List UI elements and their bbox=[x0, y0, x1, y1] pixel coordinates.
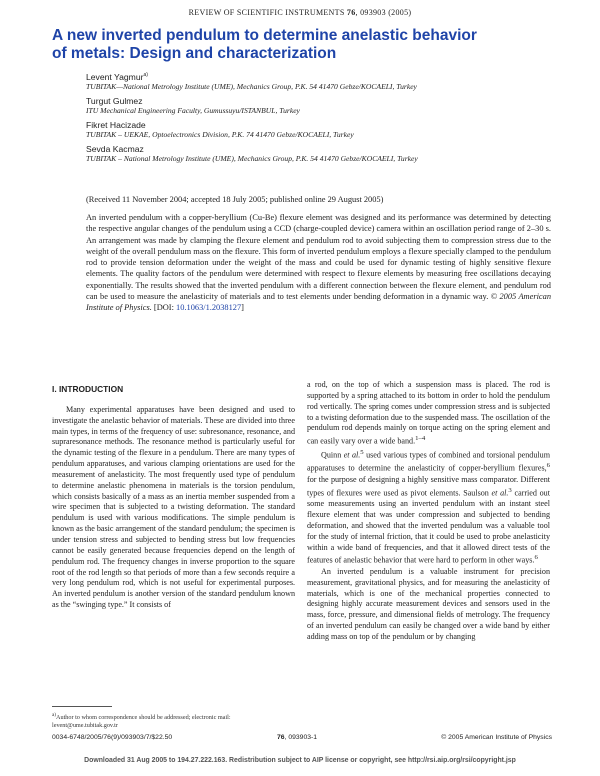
journal-volume: 76 bbox=[346, 8, 356, 17]
author-footnote-mark: a) bbox=[143, 72, 148, 78]
intro-paragraph-cont bbox=[307, 380, 550, 448]
footnote-divider bbox=[52, 706, 112, 707]
intro-paragraph-1: Many experimental apparatuses have been designed and used to investigate the anelastic behavior of materials. These are divided into three main types, in terms of the frequency of use: subresonance, resonance, and supraresonance methods. The resonance method is particularly useful for the dynamic testing of the flexure in a pendulum. There are many types of pendulum apparatuses, and various clamping orientations are used for the measurement of anelasticity. The most frequently used type of pendulum to determine anelastic phenomena in materials is the torsion pendulum, which consists basically of a mass as an inertia member suspended from a wire specimen that is subjected to a twisting deformation. The standard pendulum is used with various modifications. The simple pendulum is known as the basic arrangement of the standard pendulum; the specimen is under tension stress and subjected to bending stress but low frequencies cannot be easily generated because frequencies depend on the length of pendulum rod. The frequency changes in inverse proportion to the square root of the rod length so that periods of more than a few seconds require a very long pendulum rod, which is not useful for experimental purposes. An inverted pendulum is another version of the standard pendulum known as the “swinging type.” It consists of bbox=[52, 404, 295, 610]
author-name: Sevda Kacmaz bbox=[86, 143, 144, 154]
author-name: Turgut Gulmez bbox=[86, 95, 143, 106]
author-name: Fikret Hacizade bbox=[86, 119, 146, 130]
footnote bbox=[52, 711, 295, 730]
footnote-text: Author to whom correspondence should be addressed; electronic mail: levent@ume.tubitak.gov.tr bbox=[52, 714, 231, 730]
journal-issue: , 093903 (2005) bbox=[355, 8, 412, 17]
author-block-1 bbox=[86, 70, 546, 92]
citation-ref[interactable]: 6 bbox=[546, 462, 550, 470]
paragraph-text: used various types of combined and torsional pendulum apparatuses to determine the anelasticity of copper-beryllium flexures, bbox=[307, 450, 550, 473]
paragraph-text: a rod, on the top of which a suspension mass is placed. The rod is supported by a spring attached to its bottom in order to hold the pendulum rod vertically. The spring comes under compression stress and is subjected to a twisting deformation due to the suspended mass. The oscillation of the pendulum rod depends mainly on torque acting on the spring element and can easily vary over a wide band. bbox=[307, 380, 550, 446]
abstract-text: An inverted pendulum with a copper-beryllium (Cu-Be) flexure element was designed and its performance was determined by detecting the respective angular changes of the pendulum using a CCD (charge-coupled device) camera within an oscillation period range of 2–30 s. An arrangement was made by clamping the flexure element and pendulum rod to avoid subjecting them to compression stress due to the weight of the overall pendulum mass on the flexure. This form of inverted pendulum employs a flexure specially clamped to the pendulum rod to provide tension deformation under the weight of the mass and could be used for dynamic testing of highly sensitive flexure elements. The quality factors of the pendulum were determined with respect to flexure elements by measuring free oscillations decaying exponentially. The results showed that the inverted pendulum with a different connection between the flexure element, and pendulum rod can be used to measure the anelasticity of materials and to test elements under bending deformation in a dynamic way. bbox=[86, 213, 552, 302]
author-name: Levent Yagmur bbox=[86, 71, 144, 82]
intro-paragraph-2 bbox=[307, 448, 550, 567]
et-al: et al. bbox=[343, 450, 361, 460]
footer-page-number bbox=[277, 734, 317, 741]
citation-ref[interactable]: 3 bbox=[508, 486, 512, 494]
intro-paragraph-3: An inverted pendulum is a valuable instrument for precision measurement, gravitational physics, and for measuring the anelasticity of materials, which is one of the mechanical properties connected to designing highly accurate measurement devices and sensors used in the mass, force, pressure, and dimensional fields of metrology. The frequency of an inverted pendulum can easily be changed over a wide band by either adding mass on top of the pendulum or by changing bbox=[307, 566, 550, 641]
abstract bbox=[86, 212, 551, 314]
journal-header bbox=[0, 8, 600, 17]
title-line-1: A new inverted pendulum to determine anelastic behavior bbox=[52, 27, 477, 44]
abstract-copyright: © 2005 American Institute of Physics. bbox=[86, 292, 552, 313]
citation-ref[interactable]: 6 bbox=[534, 554, 538, 562]
footer-copyright: © 2005 American Institute of Physics bbox=[441, 734, 552, 741]
received-dates: (Received 11 November 2004; accepted 18 July 2005; published online 29 August 2005) bbox=[86, 195, 384, 204]
paper-title bbox=[52, 27, 552, 63]
footnote-mark: a) bbox=[52, 712, 57, 718]
author-affiliation: TUBITAK—National Metrology Institute (UME), Mechanics Group, P.K. 54 41470 Gebze/KOCAELI, Turkey bbox=[86, 81, 417, 91]
doi-prefix: [DOI: bbox=[153, 303, 177, 313]
author-block-4 bbox=[86, 144, 546, 164]
journal-name: REVIEW OF SCIENTIFIC INSTRUMENTS bbox=[188, 8, 345, 17]
citation-ref[interactable]: 5 bbox=[360, 448, 364, 456]
title-line-2: of metals: Design and characterization bbox=[52, 45, 337, 62]
footer-volume: 76 bbox=[277, 734, 285, 741]
section-heading: I. INTRODUCTION bbox=[52, 384, 124, 394]
author-affiliation: TUBITAK – National Metrology Institute (UME), Mechanics Group, P.K. 54 41470 Gebze/KOCAELI, Turkey bbox=[86, 153, 418, 163]
paragraph-text: Quinn bbox=[321, 450, 344, 460]
paragraph-text: carried out some measurements using an inverted pendulum with an instant steel flexure element that was under compression and subjected to bending deformation, and showed that the inverted pendulum was a valuable tool for the study of internal friction, that it could be used to probe anelasticity within a wide band of frequencies, and that it allowed direct tests of the features of anelastic behavior that were hard to perform in other ways. bbox=[307, 488, 550, 566]
author-list bbox=[86, 70, 546, 168]
citation-ref[interactable]: 1–4 bbox=[415, 435, 426, 443]
download-notice: Downloaded 31 Aug 2005 to 194.27.222.163. Redistribution subject to AIP license or copyright, see http://rsi.aip.org/rsi/copyright.jsp bbox=[84, 757, 516, 764]
doi-link[interactable]: 10.1063/1.2038127 bbox=[176, 303, 242, 313]
doi-suffix: ] bbox=[241, 303, 244, 313]
footer-issn: 0034-6748/2005/76(9)/093903/7/$22.50 bbox=[52, 734, 173, 741]
author-block-2 bbox=[86, 96, 546, 116]
author-affiliation: TUBITAK – UEKAE, Optoelectronics Division, P.K. 74 41470 Gebze/KOCAELI, Turkey bbox=[86, 129, 354, 139]
right-column bbox=[307, 380, 550, 643]
author-affiliation: ITU Mechanical Engineering Faculty, Gumussuyu/ISTANBUL, Turkey bbox=[86, 105, 300, 115]
paragraph-text: for the purpose of designing a highly sensitive mass comparator. Different types of flexures were used as pivot elements. Saulson bbox=[307, 474, 550, 498]
left-column bbox=[52, 380, 295, 611]
et-al: et al. bbox=[491, 488, 509, 498]
footer-page: , 093903-1 bbox=[284, 734, 318, 741]
author-block-3 bbox=[86, 120, 546, 140]
